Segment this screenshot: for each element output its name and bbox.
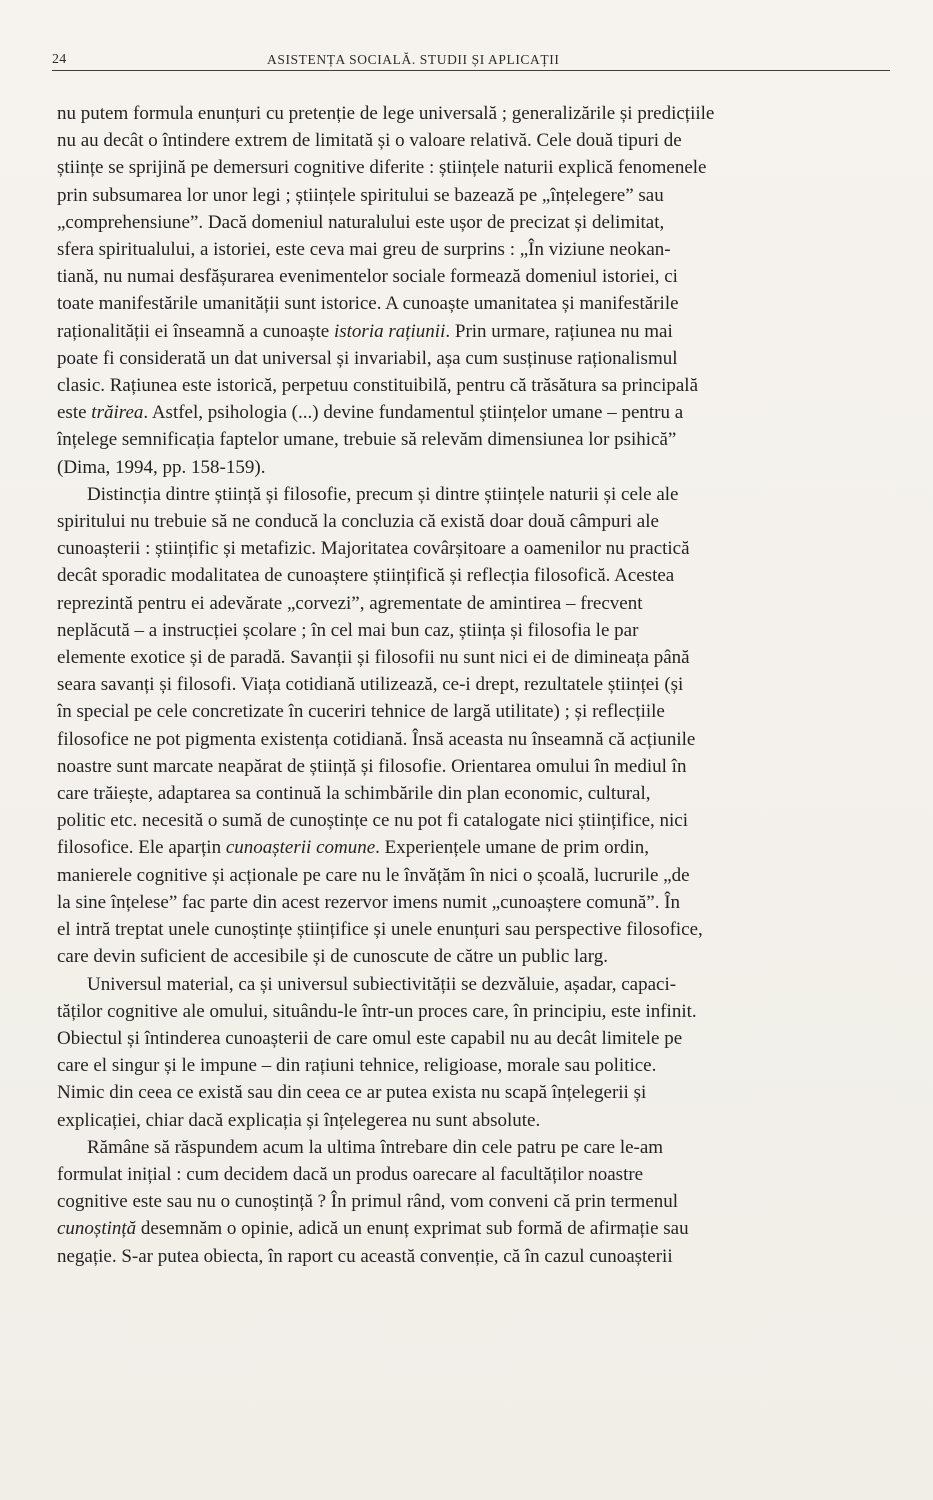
text-line: prin subsumarea lor unor legi ; științele spiritului se bazează pe „înțelegere” sau	[57, 184, 664, 206]
text-line: cunoașterii : științific și metafizic. Majoritatea covârșitoare a oamenilor nu practică	[57, 538, 690, 560]
text-line: care devin suficient de accesibile și de cunoscute de către un public larg.	[57, 946, 608, 968]
text-line: științe se sprijină pe demersuri cognitive diferite : științele naturii explică fenomenele	[57, 157, 707, 179]
italic-term: cunoștință	[57, 1218, 137, 1240]
text-line: (Dima, 1994, pp. 158-159).	[57, 456, 266, 478]
paragraph-start-line: Distincția dintre știință și filosofie, precum și dintre științele naturii și cele ale	[87, 483, 679, 505]
text-line: spiritului nu trebuie să ne conducă la concluzia că există doar două câmpuri ale	[57, 511, 659, 533]
text-line: toate manifestările umanității sunt istorice. A cunoaște umanitatea și manifestările	[57, 293, 679, 315]
text-line: noastre sunt marcate neapărat de știință și filosofie. Orientarea omului în mediul în	[57, 755, 687, 777]
paragraph-start-line: Rămâne să răspundem acum la ultima întrebare din cele patru pe care le-am	[87, 1136, 664, 1158]
text-line: el intră treptat unele cunoștințe științifice și unele enunțuri sau perspective filosofice,	[57, 919, 703, 941]
italic-term: cunoașterii comune	[225, 837, 376, 859]
text-line: înțelege semnificația faptelor umane, trebuie să relevăm dimensiunea lor psihică”	[57, 429, 677, 451]
text-line: politic etc. necesită o sumă de cunoștințe ce nu pot fi catalogate nici științifice, nici	[57, 810, 689, 832]
text-line: care el singur și le impune – din rațiuni tehnice, religioase, morale sau politice.	[57, 1055, 657, 1077]
italic-term: istoria rațiunii	[333, 320, 446, 342]
text-line: tiană, nu numai desfășurarea evenimentelor sociale formează domeniul istoriei, ci	[57, 266, 678, 288]
text-line: filosofice. Ele aparțin cunoașterii comune. Experiențele umane de prim ordin,	[57, 837, 649, 859]
text-line: cognitive este sau nu o cunoștință ? În primul rând, vom conveni că prin termenul	[57, 1191, 679, 1213]
header-rule	[52, 70, 890, 71]
text-line: clasic. Rațiunea este istorică, perpetuu constituibilă, pentru că trăsătura sa principală	[57, 375, 698, 397]
running-header	[52, 52, 892, 72]
text-line: este trăirea. Astfel, psihologia (...) devine fundamentul științelor umane – pentru a	[57, 402, 684, 424]
text-line: „comprehensiune”. Dacă domeniul naturalului este ușor de precizat și delimitat,	[57, 211, 665, 233]
text-line: reprezintă pentru ei adevărate „corvezi”, agrementate de amintirea – frecvent	[57, 592, 643, 614]
text-line: manierele cognitive și acționale pe care nu le învățăm în nici o școală, lucrurile „de	[57, 864, 690, 886]
text-line: seara savanți și filosofi. Viața cotidiană utilizează, ce-i drept, rezultatele științei (și	[57, 674, 684, 696]
text-line: poate fi considerată un dat universal și invariabil, așa cum susținuse raționalismul	[57, 347, 678, 369]
text-line: filosofice ne pot pigmenta existența cotidiană. Însă aceasta nu înseamnă că acțiunile	[57, 728, 696, 750]
text-line: cunoștință desemnăm o opinie, adică un enunț exprimat sub formă de afirmație sau	[57, 1218, 689, 1240]
text-line: în special pe cele concretizate în cuceriri tehnice de largă utilitate) ; și reflecțiile	[57, 701, 665, 723]
text-line: Nimic din ceea ce există sau din ceea ce ar putea exista nu scapă înțelegerii și	[57, 1082, 647, 1104]
text-line: tăților cognitive ale omului, situându-le într-un proces care, în principiu, este infinit.	[57, 1000, 697, 1022]
text-line: neplăcută – a instrucției școlare ; în cel mai bun caz, știința și filosofia le par	[57, 619, 639, 641]
text-line: Obiectul și întinderea cunoașterii de care omul este capabil nu au decât limitele pe	[57, 1027, 683, 1049]
text-line: la sine înțelese” fac parte din acest rezervor imens numit „cunoaștere comună”. În	[57, 891, 681, 913]
text-line: care trăiește, adaptarea sa continuă la schimbările din plan economic, cultural,	[57, 783, 651, 805]
body-text	[57, 100, 893, 1270]
text-line: nu putem formula enunțuri cu pretenție de lege universală ; generalizările și predicțiile	[57, 103, 715, 124]
page-number: 24	[52, 52, 67, 67]
italic-term: trăirea	[91, 402, 144, 424]
text-line: explicației, chiar dacă explicația și înțelegerea nu sunt absolute.	[57, 1109, 541, 1131]
text-line: decât sporadic modalitatea de cunoaștere științifică și reflecția filosofică. Acestea	[57, 565, 675, 587]
paragraph-start-line: Universul material, ca și universul subiectivității se dezvăluie, așadar, capaci-	[87, 973, 677, 995]
text-line: raționalității ei înseamnă a cunoaște istoria rațiunii. Prin urmare, rațiunea nu mai	[57, 320, 673, 342]
text-line: formulat inițial : cum decidem dacă un produs oarecare al facultăților noastre	[57, 1163, 644, 1185]
running-title: ASISTENȚA SOCIALĂ. STUDII ȘI APLICAȚII	[267, 52, 560, 67]
text-line: sfera spiritualului, a istoriei, este ceva mai greu de surprins : „În viziune neokan-	[57, 239, 671, 261]
text-line: elemente exotice și de paradă. Savanții și filosofii nu sunt nici ei de dimineața până	[57, 647, 690, 669]
text-line: nu au decât o întindere extrem de limitată și o valoare relativă. Cele două tipuri de	[57, 130, 682, 152]
text-line: negație. S-ar putea obiecta, în raport cu această convenție, că în cazul cunoașterii	[57, 1245, 673, 1267]
